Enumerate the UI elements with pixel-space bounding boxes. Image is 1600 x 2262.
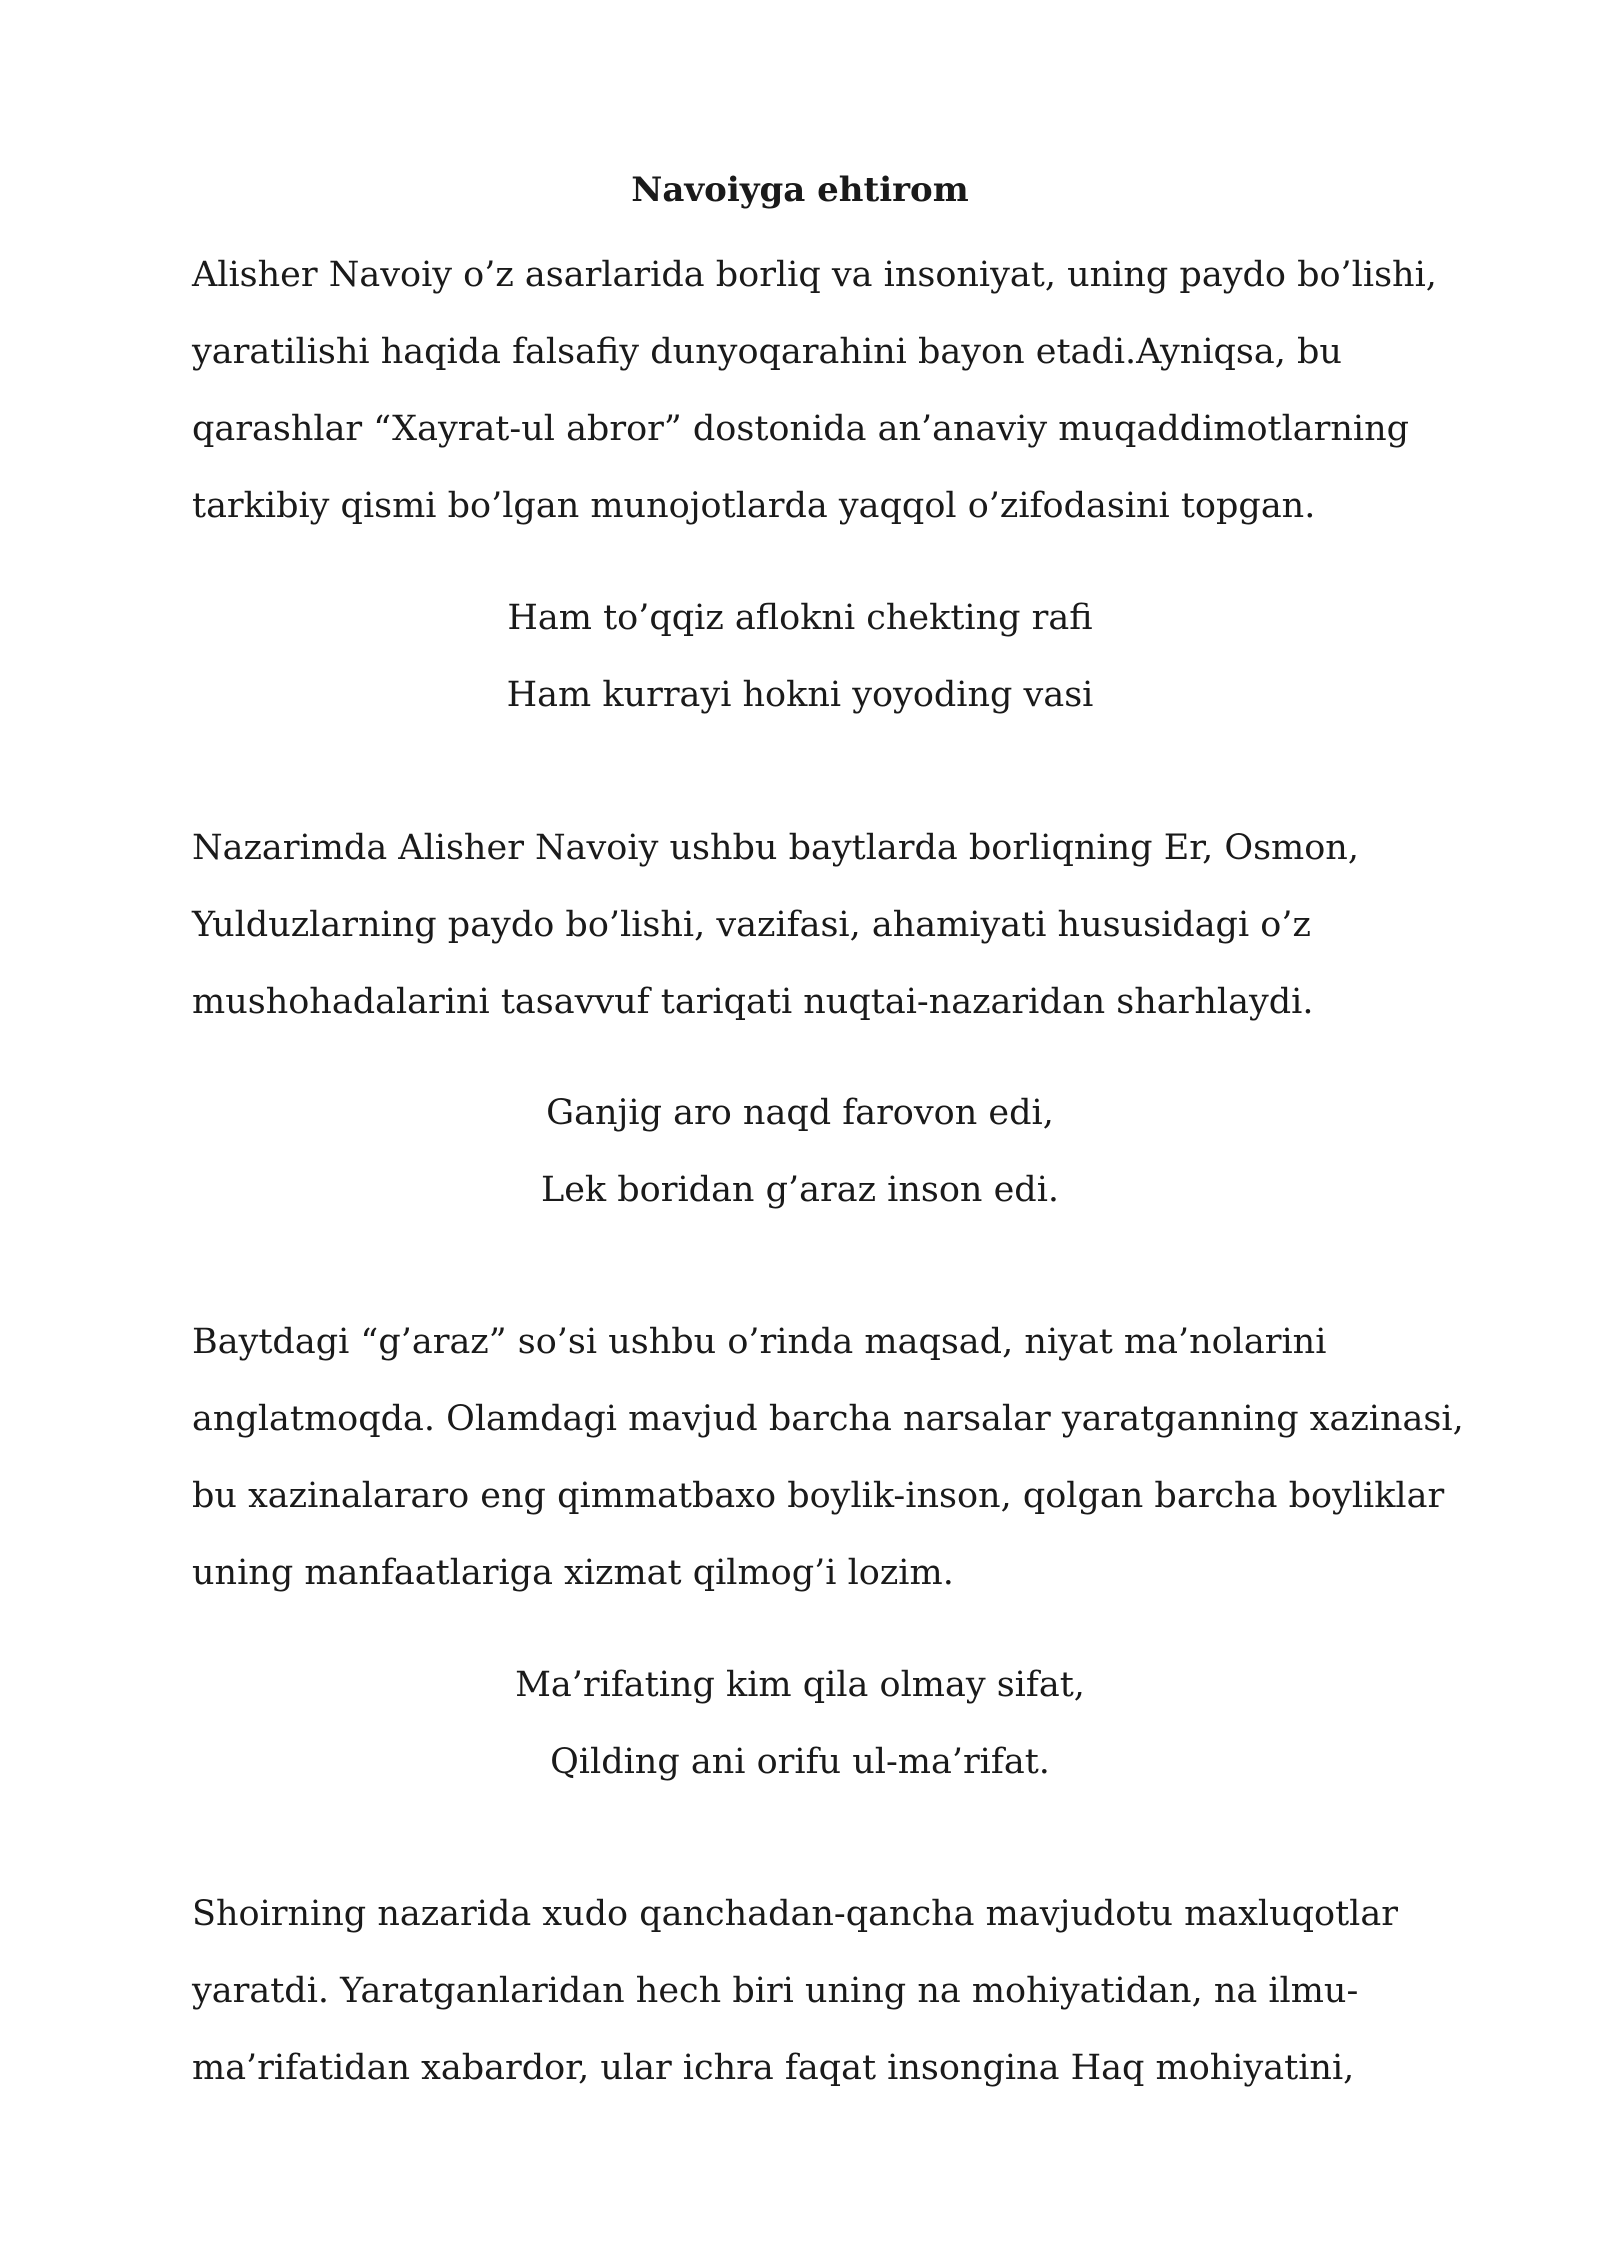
verse-line: Lek boridan g’araz inson edi.: [540, 1170, 1060, 1210]
verse-line: Ma’rifating kim qila olmay sifat,: [515, 1665, 1085, 1705]
text-line: yaratilishi haqida falsafiy dunyoqarahini bayon etadi.Ayniqsa, bu: [192, 332, 1342, 372]
text-line: ma’rifatidan xabardor, ular ichra faqat insongina Haq mohiyatini,: [192, 2048, 1355, 2088]
text-line: Nazarimda Alisher Navoiy ushbu baytlarda borliqning Er, Osmon,: [192, 828, 1359, 868]
text-line: Baytdagi “g’araz” so’si ushbu o’rinda maqsad, niyat ma’nolarini: [192, 1322, 1327, 1362]
verse-couplet: [0, 1647, 1600, 1801]
paragraph: [192, 1304, 1492, 1612]
verse-couplet: [0, 1075, 1600, 1229]
page-title: Navoiyga ehtirom: [631, 170, 969, 210]
verse-line: Ganjig aro naqd farovon edi,: [546, 1093, 1054, 1133]
text-line: tarkibiy qismi bo’lgan munojotlarda yaqqol o’zifodasini topgan.: [192, 486, 1316, 526]
verse-line: Ham kurrayi hokni yoyoding vasi: [506, 675, 1094, 715]
text-line: Yulduzlarning paydo bo’lishi, vazifasi, ahamiyati hususidagi o’z: [192, 905, 1311, 945]
text-line: qarashlar “Xayrat-ul abror” dostonida an’anaviy muqaddimotlarning: [192, 409, 1410, 449]
text-line: Shoirning nazarida xudo qanchadan-qancha mavjudotu maxluqotlar: [192, 1894, 1398, 1934]
verse-line: Ham to’qqiz aflokni chekting rafi: [507, 598, 1093, 638]
text-line: bu xazinalararo eng qimmatbaxo boylik-inson, qolgan barcha boyliklar: [192, 1476, 1445, 1516]
paragraph: [192, 810, 1492, 1041]
paragraph: [192, 1876, 1492, 2107]
verse-line: Qilding ani orifu ul-ma’rifat.: [550, 1742, 1050, 1782]
text-line: yaratdi. Yaratganlaridan hech biri uning na mohiyatidan, na ilmu-: [192, 1971, 1359, 2011]
text-line: Alisher Navoiy o’z asarlarida borliq va insoniyat, uning paydo bo’lishi,: [192, 255, 1437, 295]
text-line: mushohadalarini tasavvuf tariqati nuqtai-nazaridan sharhlaydi.: [192, 982, 1314, 1022]
text-line: uning manfaatlariga xizmat qilmog’i lozim.: [192, 1553, 954, 1593]
verse-couplet: [0, 580, 1600, 734]
text-line: anglatmoqda. Olamdagi mavjud barcha narsalar yaratganning xazinasi,: [192, 1399, 1464, 1439]
paragraph: [192, 237, 1492, 545]
